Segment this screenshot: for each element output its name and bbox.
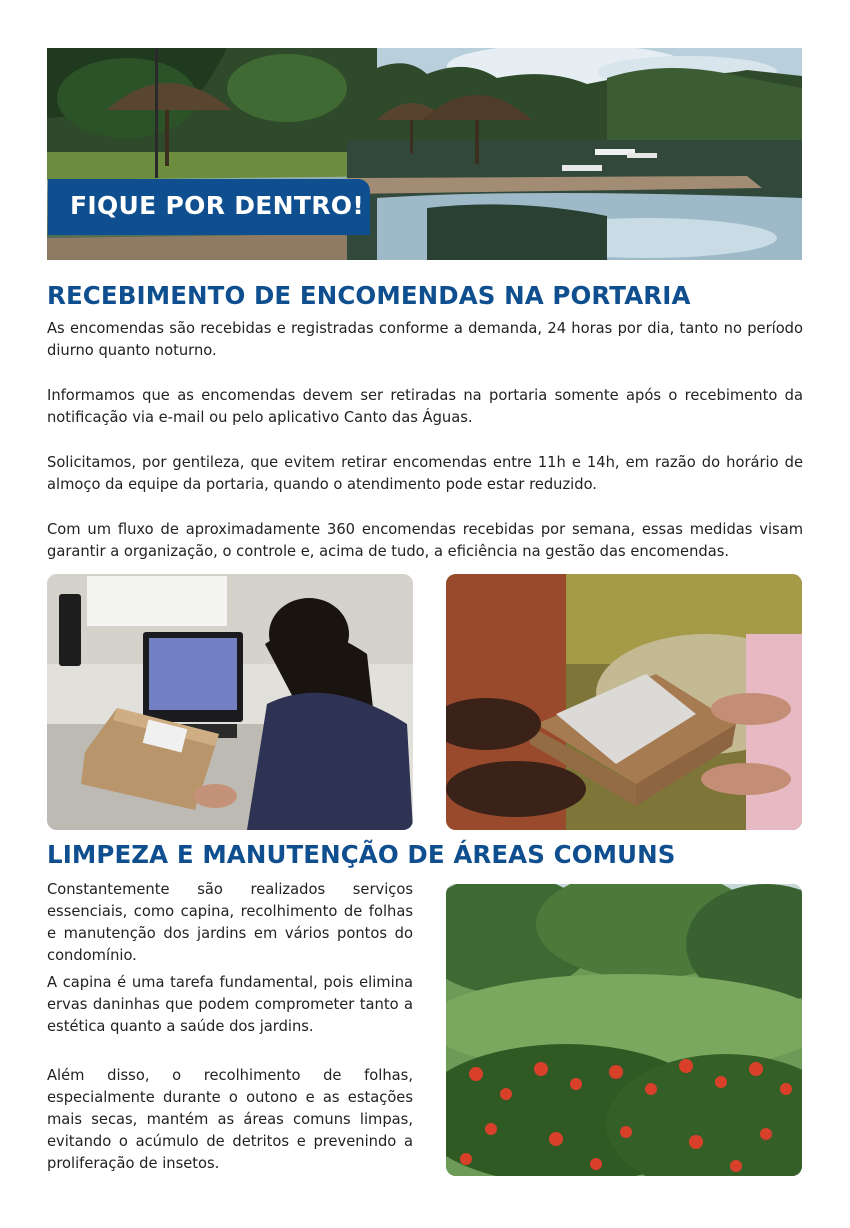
photo-package-handoff	[446, 574, 802, 830]
hero-badge	[48, 179, 370, 235]
paragraph-packages-4: Com um fluxo de aproximadamente 360 encomendas recebidas por semana, essas medidas visam garantir a organização, o controle e, acima de tudo, a eficiência na gestão das encomendas.	[47, 521, 803, 560]
handoff-scene-illustration	[446, 574, 802, 830]
paragraph-cleaning-1: Constantemente são realizados serviços essenciais, como capina, recolhimento de folhas e manutenção dos jardins em vários pontos do condomínio.	[47, 881, 413, 964]
paragraph-packages-2: Informamos que as encomendas devem ser retiradas na portaria somente após o recebimento da notificação via e-mail ou pelo aplicativo Canto das Águas.	[47, 387, 803, 426]
paragraph-packages-1: As encomendas são recebidas e registradas conforme a demanda, 24 horas por dia, tanto no período diurno quanto noturno.	[47, 320, 803, 359]
paragraph-packages-3: Solicitamos, por gentileza, que evitem retirar encomendas entre 11h e 14h, em razão do horário de almoço da equipe da portaria, quando o atendimento pode estar reduzido.	[47, 454, 803, 493]
paragraph-cleaning-3: Além disso, o recolhimento de folhas, especialmente durante o outono e as estações mais secas, mantém as áreas comuns limpas, evitando o acúmulo de detritos e prevenindo a proliferação de insetos.	[47, 1067, 413, 1172]
garden-scene-illustration	[446, 884, 802, 1176]
paragraph-cleaning-2: A capina é uma tarefa fundamental, pois elimina ervas daninhas que podem comprometer tanto a estética quanto a saúde dos jardins.	[47, 974, 413, 1035]
section-title-packages: RECEBIMENTO DE ENCOMENDAS NA PORTARIA	[47, 281, 691, 310]
porter-scene-illustration	[47, 574, 413, 830]
photo-porter-receiving-package	[47, 574, 413, 830]
hero-badge-label: FIQUE POR DENTRO!	[70, 191, 365, 220]
section-title-cleaning: LIMPEZA E MANUTENÇÃO DE ÁREAS COMUNS	[47, 840, 676, 869]
photo-garden-flowers	[446, 884, 802, 1176]
